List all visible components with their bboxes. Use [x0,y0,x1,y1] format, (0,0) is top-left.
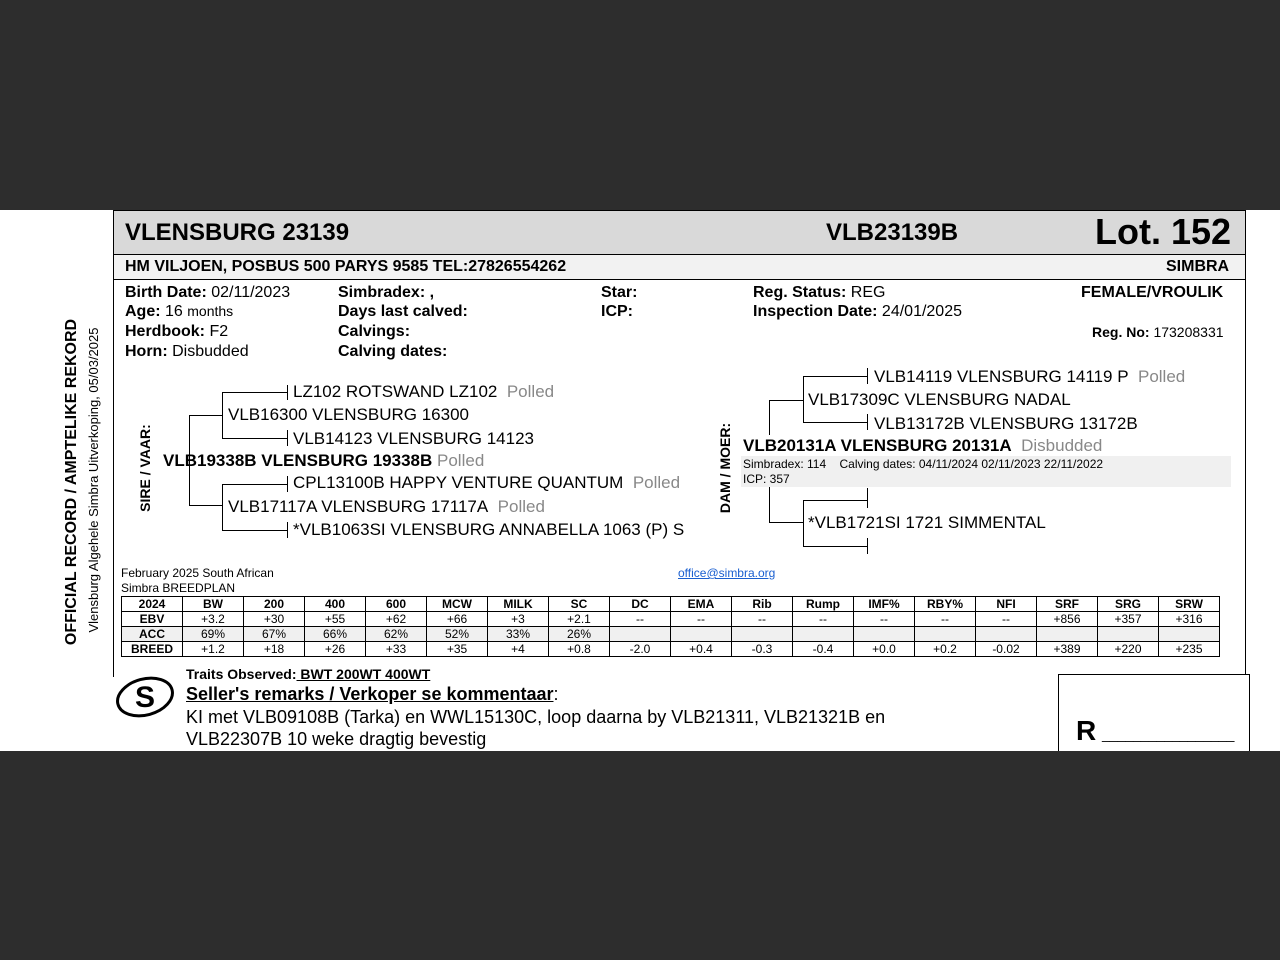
calving-dates: Calving dates: [338,343,448,360]
ebv-header-cell: NFI [976,597,1037,612]
sale-name-label: Vlensburg Algehele Simbra Uitverkoping, 05/03/2025 [86,327,101,633]
ebv-header-cell: Rib [732,597,793,612]
dam-sire-sire: VLB14119 VLENSBURG 14119 P Polled [874,367,1186,386]
inspection-date: Inspection Date: 24/01/2025 [753,303,962,320]
days-last-calved: Days last calved: [338,303,468,320]
price-symbol: R [1076,715,1097,746]
ebv-cell: 67% [244,627,305,642]
dam-sire-dam: VLB13172B VLENSBURG 13172B [874,414,1138,433]
ebv-cell [854,627,915,642]
ebv-cell: +316 [1159,612,1220,627]
dam-simbradex: Simbradex: 114 Calving dates: 04/11/2024 02/11/2023 22/11/2022 [743,457,1104,471]
ebv-row [122,642,1220,657]
ebv-cell: +33 [366,642,427,657]
ebv-header-cell: 200 [244,597,305,612]
breed-name: SIMBRA [1166,258,1230,275]
herdbook: Herdbook: F2 [125,323,229,340]
ebv-cell: +26 [305,642,366,657]
sire-sire-dam: VLB14123 VLENSBURG 14123 [293,429,534,448]
ebv-row-label: EBV [122,612,183,627]
ebv-cell: +235 [1159,642,1220,657]
remarks-title: Seller's remarks / Verkoper se kommentaar: [186,684,559,704]
ebv-cell: -- [976,612,1037,627]
birth-date: Birth Date: 02/11/2023 [125,284,291,301]
remarks-line-1: KI met VLB09108B (Tarka) en WWL15130C, loop daarna by VLB21311, VLB21321B en [186,707,886,727]
dam-sire: VLB17309C VLENSBURG NADAL [808,390,1071,409]
ebv-header-cell: SRW [1159,597,1220,612]
breed-logo [114,670,176,722]
calvings: Calvings: [338,323,411,340]
ebv-cell: -- [610,612,671,627]
ebv-cell [976,627,1037,642]
ebv-cell: +856 [1037,612,1098,627]
ebv-cell: 62% [366,627,427,642]
ebv-cell: -- [732,612,793,627]
ebv-header-cell: 400 [305,597,366,612]
ebv-cell: +389 [1037,642,1098,657]
ebv-header-cell: SRF [1037,597,1098,612]
ebv-cell: -- [671,612,732,627]
ebv-header-cell: MILK [488,597,549,612]
ebv-cell: -- [793,612,854,627]
ebv-cell [1098,627,1159,642]
dam-label: DAM / MOER: [717,422,733,514]
horn-status: Horn: Disbudded [125,343,249,360]
ebv-cell: +55 [305,612,366,627]
ebv-cell: 69% [183,627,244,642]
sire-name: VLB19338B VLENSBURG 19338B Polled [163,451,485,470]
animal-name: VLENSBURG 23139 [125,219,350,246]
ebv-cell: -2.0 [610,642,671,657]
animal-id: VLB23139B [826,219,959,246]
ebv-cell: 66% [305,627,366,642]
ebv-header-cell: EMA [671,597,732,612]
ebv-cell: +0.8 [549,642,610,657]
reg-status: Reg. Status: REG [753,284,886,301]
logo-letter: S [134,681,156,714]
ebv-cell: -- [854,612,915,627]
ebv-table [121,596,1220,657]
office-email-link[interactable]: office@simbra.org [678,566,776,580]
ebv-cell [671,627,732,642]
ebv-cell: +4 [488,642,549,657]
ebv-cell: 52% [427,627,488,642]
ebv-cell: +220 [1098,642,1159,657]
ebv-cell: +0.4 [671,642,732,657]
sire-dam-sire: CPL13100B HAPPY VENTURE QUANTUM Polled [293,473,681,492]
ebv-cell: +3 [488,612,549,627]
dam-dam: *VLB1721SI 1721 SIMMENTAL [808,513,1046,532]
ebv-cell [1159,627,1220,642]
ebv-cell: +62 [366,612,427,627]
star: Star: [601,284,638,301]
sire-label: SIRE / VAAR: [137,424,153,512]
ebv-header-cell: 2024 [122,597,183,612]
ebv-cell: +0.0 [854,642,915,657]
ebv-cell: +0.2 [915,642,976,657]
ebv-cell: 33% [488,627,549,642]
simbradex: Simbradex: , [338,284,435,301]
ebv-cell: 26% [549,627,610,642]
remarks-line-2: VLB22307B 10 weke dragtig bevestig [186,729,487,749]
ebv-header-row [122,597,1220,612]
owner-details: HM VILJOEN, POSBUS 500 PARYS 9585 TEL:27826554262 [125,258,567,275]
age: Age: 16 months [125,303,234,320]
record-card [0,210,1280,751]
ebv-header-cell: Rump [793,597,854,612]
ebv-cell [610,627,671,642]
ebv-row [122,627,1220,642]
ebv-cell: +18 [244,642,305,657]
ebv-header-cell: BW [183,597,244,612]
dam-icp: ICP: 357 [743,472,790,486]
ebv-cell: +1.2 [183,642,244,657]
ebv-header-cell: RBY% [915,597,976,612]
sire-sire: VLB16300 VLENSBURG 16300 [228,405,469,424]
ebv-cell [1037,627,1098,642]
traits-observed: Traits Observed: BWT 200WT 400WT [186,666,431,682]
ebv-cell: +35 [427,642,488,657]
ebv-header-cell: 600 [366,597,427,612]
sex: FEMALE/VROULIK [1081,284,1224,301]
ebv-header-cell: MCW [427,597,488,612]
breedplan-title-2: Simbra BREEDPLAN [121,581,236,595]
lot-number: Lot. 152 [1095,211,1232,252]
ebv-cell: +357 [1098,612,1159,627]
ebv-row-label: ACC [122,627,183,642]
icp: ICP: [601,303,633,320]
ebv-cell: +3.2 [183,612,244,627]
ebv-cell: -0.3 [732,642,793,657]
price-blank[interactable]: _________________ [1102,726,1235,742]
ebv-cell: -- [915,612,976,627]
ebv-cell [793,627,854,642]
ebv-cell: +66 [427,612,488,627]
ebv-cell: -0.4 [793,642,854,657]
dam-name: VLB20131A VLENSBURG 20131A Disbudded [743,436,1103,455]
sire-sire-sire: LZ102 ROTSWAND LZ102 Polled [293,382,555,401]
ebv-row-label: BREED [122,642,183,657]
sire-dam-dam: *VLB1063SI VLENSBURG ANNABELLA 1063 (P) S [293,520,685,539]
ebv-header-cell: IMF% [854,597,915,612]
ebv-header-cell: SRG [1098,597,1159,612]
official-record-label: OFFICIAL RECORD / AMPTELIKE REKORD [63,318,80,646]
ebv-cell: -0.02 [976,642,1037,657]
breedplan-title-1: February 2025 South African [121,566,274,580]
ebv-cell [915,627,976,642]
ebv-header-cell: SC [549,597,610,612]
ebv-cell: +2.1 [549,612,610,627]
ebv-cell [732,627,793,642]
ebv-header-cell: DC [610,597,671,612]
ebv-row [122,612,1220,627]
ebv-cell: +30 [244,612,305,627]
reg-number: Reg. No: 173208331 [1092,324,1224,340]
sire-dam: VLB17117A VLENSBURG 17117A Polled [228,497,545,516]
